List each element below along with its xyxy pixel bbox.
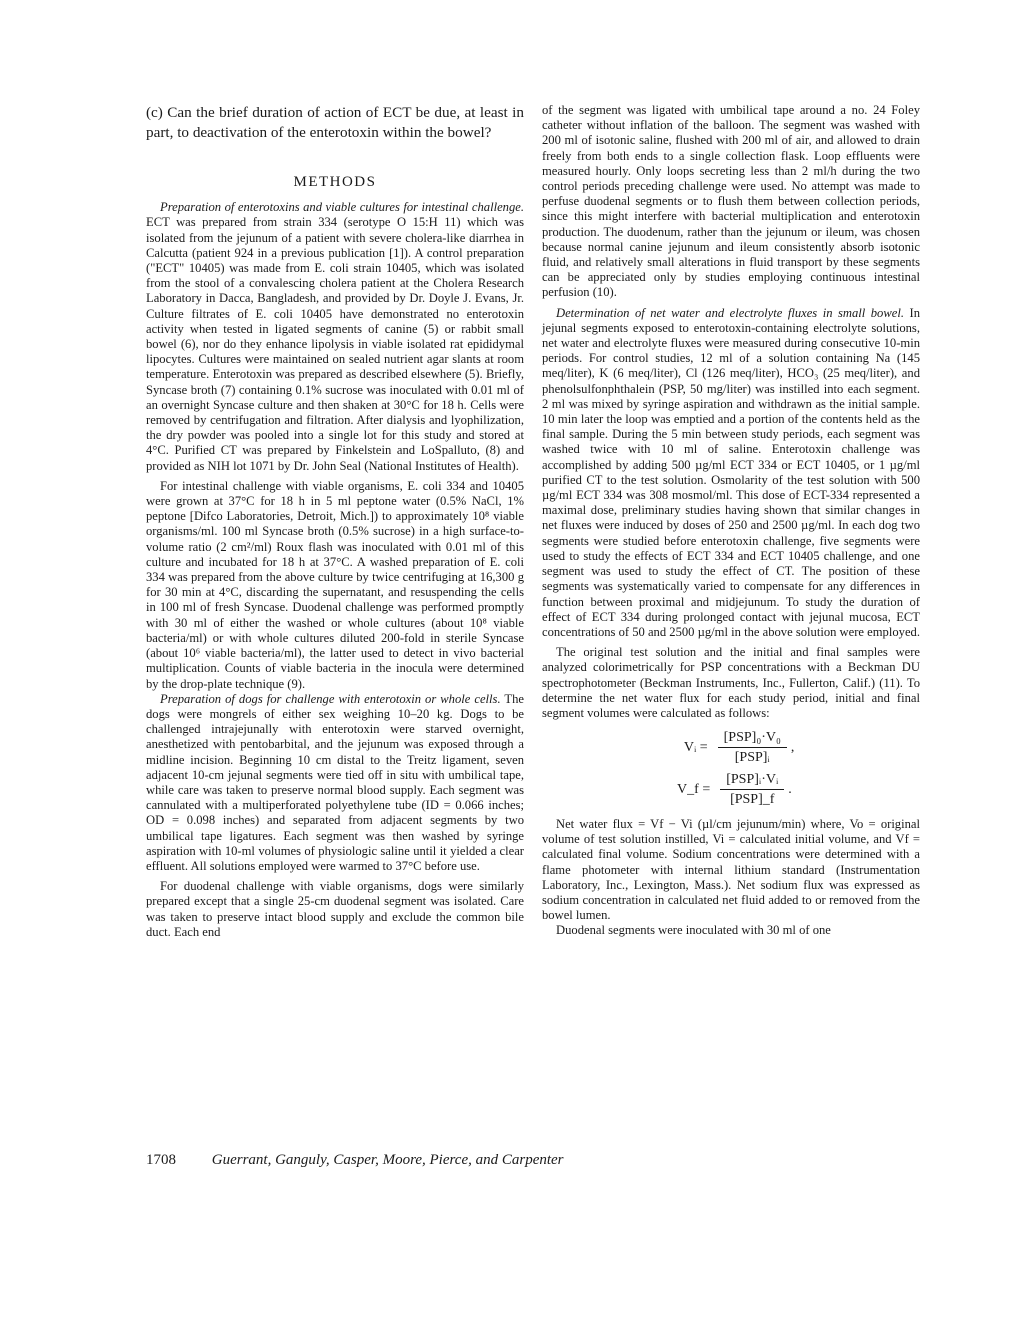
paragraph-determination <box>542 306 920 640</box>
paragraph-viable-organisms: For intestinal challenge with viable organisms, E. coli 334 and 10405 were grown at 37°C for 18 h in 5 ml peptone water (0.5% NaCl, 1% peptone [Difco Laboratories, Detroit, Mich.]) to approximately 10⁸ viable organisms/ml. 100 ml Syncase broth (0.5% sucrose) in a high surface-to-volume ratio (2 cm²/ml) Roux flash was inoculated with 0.01 ml of this culture and incubated for 18 h at 37°C. A washed preparation of E. coli 334 was prepared from the above culture by twice centrifuging at 16,300 g for 30 min at 4°C, discarding the supernatant, and resuspending the cells in 100 ml of fresh Syncase. Duodenal challenge was performed promptly with 30 ml of either the washed or whole cultures (about 10⁸ viable bacteria/ml) or with whole cultures diluted 200-fold in sterile Syncase (about 10⁶ viable bacteria/ml), the latter used to detect in vivo bacterial multiplication. Counts of viable bacteria in the inocula were determined by the drop-plate technique (9). <box>146 478 524 691</box>
fraction-denominator: [PSP]_f <box>730 791 775 807</box>
paragraph-preparation <box>146 200 524 474</box>
page-footer <box>146 1152 846 1169</box>
equation-lhs: Vᵢ = <box>683 740 708 756</box>
running-authors: Guerrant, Ganguly, Casper, Moore, Pierce, and Carpenter <box>211 1152 564 1168</box>
fraction <box>718 730 787 765</box>
fraction <box>720 772 784 807</box>
paragraph-net-water-flux: Net water flux = Vf − Vi (µl/cm jejunum/min) where, Vo = original volume of test solution instilled, Vi = calculated initial volume, and Vf = calculated final volume. Sodium concentrations were determined with a flame photometer with internal lithium standard (Instrumentation Laboratory, Inc., Lexington, Mass.). Net sodium flux was expressed as sodium concentration in calculated net fluid added to or removed from the bowel lumen. <box>542 816 920 923</box>
fraction-denominator: [PSP]ᵢ <box>734 750 770 766</box>
fraction-numerator: [PSP]ᵢ·Vᵢ <box>720 772 784 790</box>
determination-body: In jejunal segments exposed to enterotoxin-containing electrolyte solutions, net water and electrolyte fluxes were measured during consecutive 10-min periods. For control studies, 12 ml of a solution containing Na (145 meq/liter), K (6 meq/liter), Cl (126 meq/liter), HCO₃ (25 meq/liter), and phenolsulfonphthalein (PSP, 50 mg/liter) was instilled into each segment. 2 ml was mixed by syringe aspiration and withdrawn as the initial sample. 10 min later the loop was emptied and a portion of the contents held as the final sample. During the 5 min between study periods, each segment was washed twice with 10 ml of saline. Enterotoxin challenge was accomplished by adding 500 µg/ml ECT 334 or ECT 10405, or 1 µg/ml purified CT to the test solution. Osmolarity of the test solution with 500 µg/ml ECT 334 was 308 mosmol/ml. This dose of ECT-334 represented a maximal dose, preliminary studies having shown that similar changes in net fluxes were induced by doses of 250 and 2500 µg/ml. In each dog two segments were studied before enterotoxin challenge, five segments were used to study the effects of ECT 334 and ECT 10405 challenge, and one segment was used to study the effect of CT. The position of these segments was systematically varied to compensate for any differences in function between proximal and midjejunum. To study the duration of effect of ECT 334 during prolonged contact with jejunal mucosa, ECT concentrations of 50 and 2500 µg/ml in the above solution were employed. <box>542 305 920 639</box>
subsection-title-determination: Determination of net water and electrolyte fluxes in small bowel. <box>556 305 904 320</box>
paragraph-duodenal-inoculation: Duodenal segments were inoculated with 30 ml of one <box>556 923 831 938</box>
page-number: 1708 <box>146 1152 176 1168</box>
equations <box>542 730 920 807</box>
equation-punct: . <box>788 781 792 797</box>
equation-final-volume <box>542 772 920 807</box>
preparation-body: ECT was prepared from strain 334 (serotype O 15:H 11) which was isolated from the jejunum of a patient with severe cholera-like diarrhea in Calcutta (patient 924 in a previous publication [1]). A control preparation ("ECT" 10405) was made from E. coli strain 10405, which was isolated from the stool of a convalescing cholera patient at the Cholera Research Laboratory in Dacca, Bangladesh, and provided by Dr. Doyle J. Evans, Jr. Culture filtrates of E. coli 10405 have demonstrated no enterotoxin activity when tested in ligated segments of canine (5) or rabbit small bowel (6), nor do they enhance lipolysis in viable isolated rat epididymal lipocytes. Cultures were maintained on sealed nutrient agar slants at room temperature. Enterotoxin was prepared as described elsewhere (5). Briefly, Syncase broth (7) containing 0.1% sucrose was inoculated with 0.01 ml of an overnight Syncase culture and then shaken at 30°C for 18 h. Cells were removed by centrifugation and filtration. After dialysis and lyophilization, the dry powder was pooled into a single lot for this study and stored at 4°C. Purified CT was prepared by Finkelstein and LoSpalluto, (8) and provided as NIH lot 1071 by Dr. John Seal (National Institutes of Health). <box>146 215 524 473</box>
paragraph-original-solution: The original test solution and the initial and final samples were analyzed colorimetrically for PSP concentrations with a Beckman DU spectrophotometer (Beckman Instruments, Inc., Fullerton, Calif.) (11). To determine the net water flux for each study period, initial and final segment volumes were calculated as follows: <box>542 645 920 720</box>
right-column <box>542 103 920 939</box>
paragraph-duodenal-challenge: For duodenal challenge with viable organisms, dogs were similarly prepared except that a single 25-cm duodenal segment was isolated. Care was taken to preserve intact blood supply and exclude the common bile duct. Each end <box>146 879 524 939</box>
paragraph-dogs <box>146 692 524 874</box>
methods-heading: METHODS <box>293 174 377 190</box>
subsection-title-preparation: Preparation of enterotoxins and viable cultures for intestinal challenge. <box>160 200 524 215</box>
subsection-title-dogs: Preparation of dogs for challenge with enterotoxin or whole cells. <box>160 691 501 706</box>
left-column <box>146 103 524 940</box>
intro-question: (c) Can the brief duration of action of ECT be due, at least in part, to deactivation of the enterotoxin within the bowel? <box>146 104 524 141</box>
paragraph-continued: of the segment was ligated with umbilical tape around a no. 24 Foley catheter without inflation of the balloon. The segment was washed with 200 ml of isotonic saline, flushed with 200 ml of air, and allowed to drain freely from both ends to a single collection flask. Loop effluents were measured hourly. Only loops secreting less than 2 ml/h during the two control periods preceding challenge were used. No attempt was made to perfuse duodenal segments or to flush them between collection periods, since this might interfere with bacterial multiplication and enterotoxin production. The duodenum, rather than the jejunum or ileum, was chosen because normal canine jejunum and ileum consistently absorb isotonic fluid, and relatively small alterations in fluid transport by these segments can be appreciated only by studies employing continuous intestinal perfusion (10). <box>542 103 920 300</box>
equation-punct: , <box>790 740 795 756</box>
equation-lhs: V_f = <box>677 781 711 797</box>
fraction-numerator: [PSP]₀·V₀ <box>718 730 787 748</box>
equation-initial-volume <box>542 730 920 765</box>
dogs-body: The dogs were mongrels of either sex weighing 10–20 kg. Dogs to be challenged intrajejunally with enterotoxin were starved overnight, anesthetized with pentobarbital, and the jejunum was exposed through a midline incision. Beginning 10 cm distal to the Treitz ligament, seven adjacent 10-cm jejunal segments were tied off in situ with umbilical tape, while care was taken to preserve normal blood supply. Each segment was cannulated with a multiperforated polyethylene tube (ID = 0.066 inches; OD = 0.098 inches) and separated from adjacent segments by two umbilical tape ligatures. Each segment was then washed by syringe aspiration with 10-ml volumes of physiologic saline until it yielded a clear effluent. All solutions employed were warmed to 37°C before use. <box>146 691 524 873</box>
